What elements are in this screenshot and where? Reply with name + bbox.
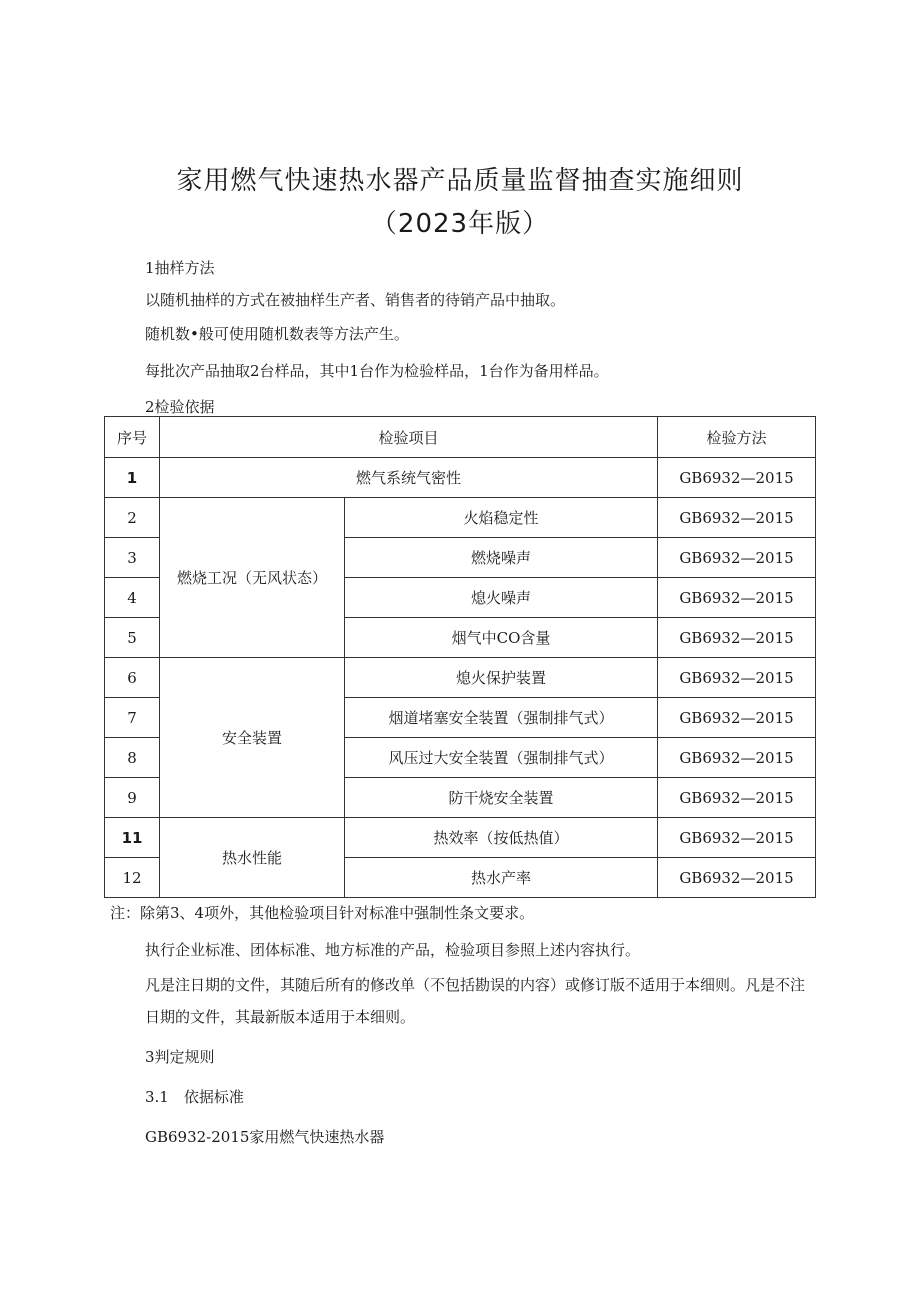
row-seq: 5 (105, 618, 160, 658)
row-method: GB6932—2015 (658, 458, 816, 498)
inspection-table (104, 416, 816, 898)
row-item: 热效率（按低热值） (345, 818, 658, 858)
group-combustion: 燃烧工况（无风状态） (160, 498, 345, 658)
header-method: 检验方法 (658, 417, 816, 458)
row-seq: 11 (105, 818, 160, 858)
header-item: 检验项目 (160, 417, 658, 458)
row-seq: 2 (105, 498, 160, 538)
row-item: 烟道堵塞安全装置（强制排气式） (345, 698, 658, 738)
row-method: GB6932—2015 (658, 858, 816, 898)
row-item: 燃烧噪声 (345, 538, 658, 578)
document-subtitle: （2023年版） (370, 209, 550, 239)
row-seq: 3 (105, 538, 160, 578)
section-1-paragraph-1: 以随机抽样的方式在被抽样生产者、销售者的待销产品中抽取。 (145, 291, 566, 309)
row-item: 熄火噪声 (345, 578, 658, 618)
table-row (105, 498, 816, 538)
reference-standard: GB6932-2015家用燃气快速热水器 (145, 1128, 385, 1146)
row-seq: 7 (105, 698, 160, 738)
table-row (105, 458, 816, 498)
row-seq: 8 (105, 738, 160, 778)
row-method: GB6932—2015 (658, 818, 816, 858)
row-method: GB6932—2015 (658, 538, 816, 578)
row-item: 风压过大安全装置（强制排气式） (345, 738, 658, 778)
header-seq: 序号 (105, 417, 160, 458)
row-seq: 4 (105, 578, 160, 618)
table-footnote: 注：除第3、4项外，其他检验项目针对标准中强制性条文要求。 (110, 904, 535, 922)
row-item: 防干烧安全装置 (345, 778, 658, 818)
note-standards: 执行企业标准、团体标准、地方标准的产品，检验项目参照上述内容执行。 (145, 941, 641, 959)
row-item: 热水产率 (345, 858, 658, 898)
row-seq: 1 (105, 458, 160, 498)
table-row (105, 818, 816, 858)
row-item: 火焰稳定性 (345, 498, 658, 538)
table-header-row (105, 417, 816, 458)
note-dated-references: 凡是注日期的文件，其随后所有的修改单（不包括勘误的内容）或修订版不适用于本细则。凡是不注日期的文件，其最新版本适用于本细则。 (145, 976, 806, 1026)
row-method: GB6932—2015 (658, 738, 816, 778)
section-3-heading: 3判定规则 (145, 1048, 215, 1066)
section-1-paragraph-2: 随机数•般可使用随机数表等方法产生。 (145, 325, 409, 343)
group-hotwater: 热水性能 (160, 818, 345, 898)
row-method: GB6932—2015 (658, 658, 816, 698)
section-1-paragraph-3: 每批次产品抽取2台样品，其中1台作为检验样品，1台作为备用样品。 (145, 362, 609, 380)
group-safety: 安全装置 (160, 658, 345, 818)
row-item: 燃气系统气密性 (160, 458, 658, 498)
row-seq: 6 (105, 658, 160, 698)
row-item: 熄火保护装置 (345, 658, 658, 698)
row-method: GB6932—2015 (658, 498, 816, 538)
section-3-1-heading: 3.1 依据标准 (145, 1088, 244, 1106)
section-2-heading: 2检验依据 (145, 398, 215, 416)
document-title: 家用燃气快速热水器产品质量监督抽查实施细则 (176, 166, 744, 196)
row-method: GB6932—2015 (658, 618, 816, 658)
table-row (105, 658, 816, 698)
row-seq: 12 (105, 858, 160, 898)
row-method: GB6932—2015 (658, 778, 816, 818)
row-seq: 9 (105, 778, 160, 818)
row-method: GB6932—2015 (658, 578, 816, 618)
row-method: GB6932—2015 (658, 698, 816, 738)
row-item: 烟气中CO含量 (345, 618, 658, 658)
section-1-heading: 1抽样方法 (145, 259, 215, 277)
